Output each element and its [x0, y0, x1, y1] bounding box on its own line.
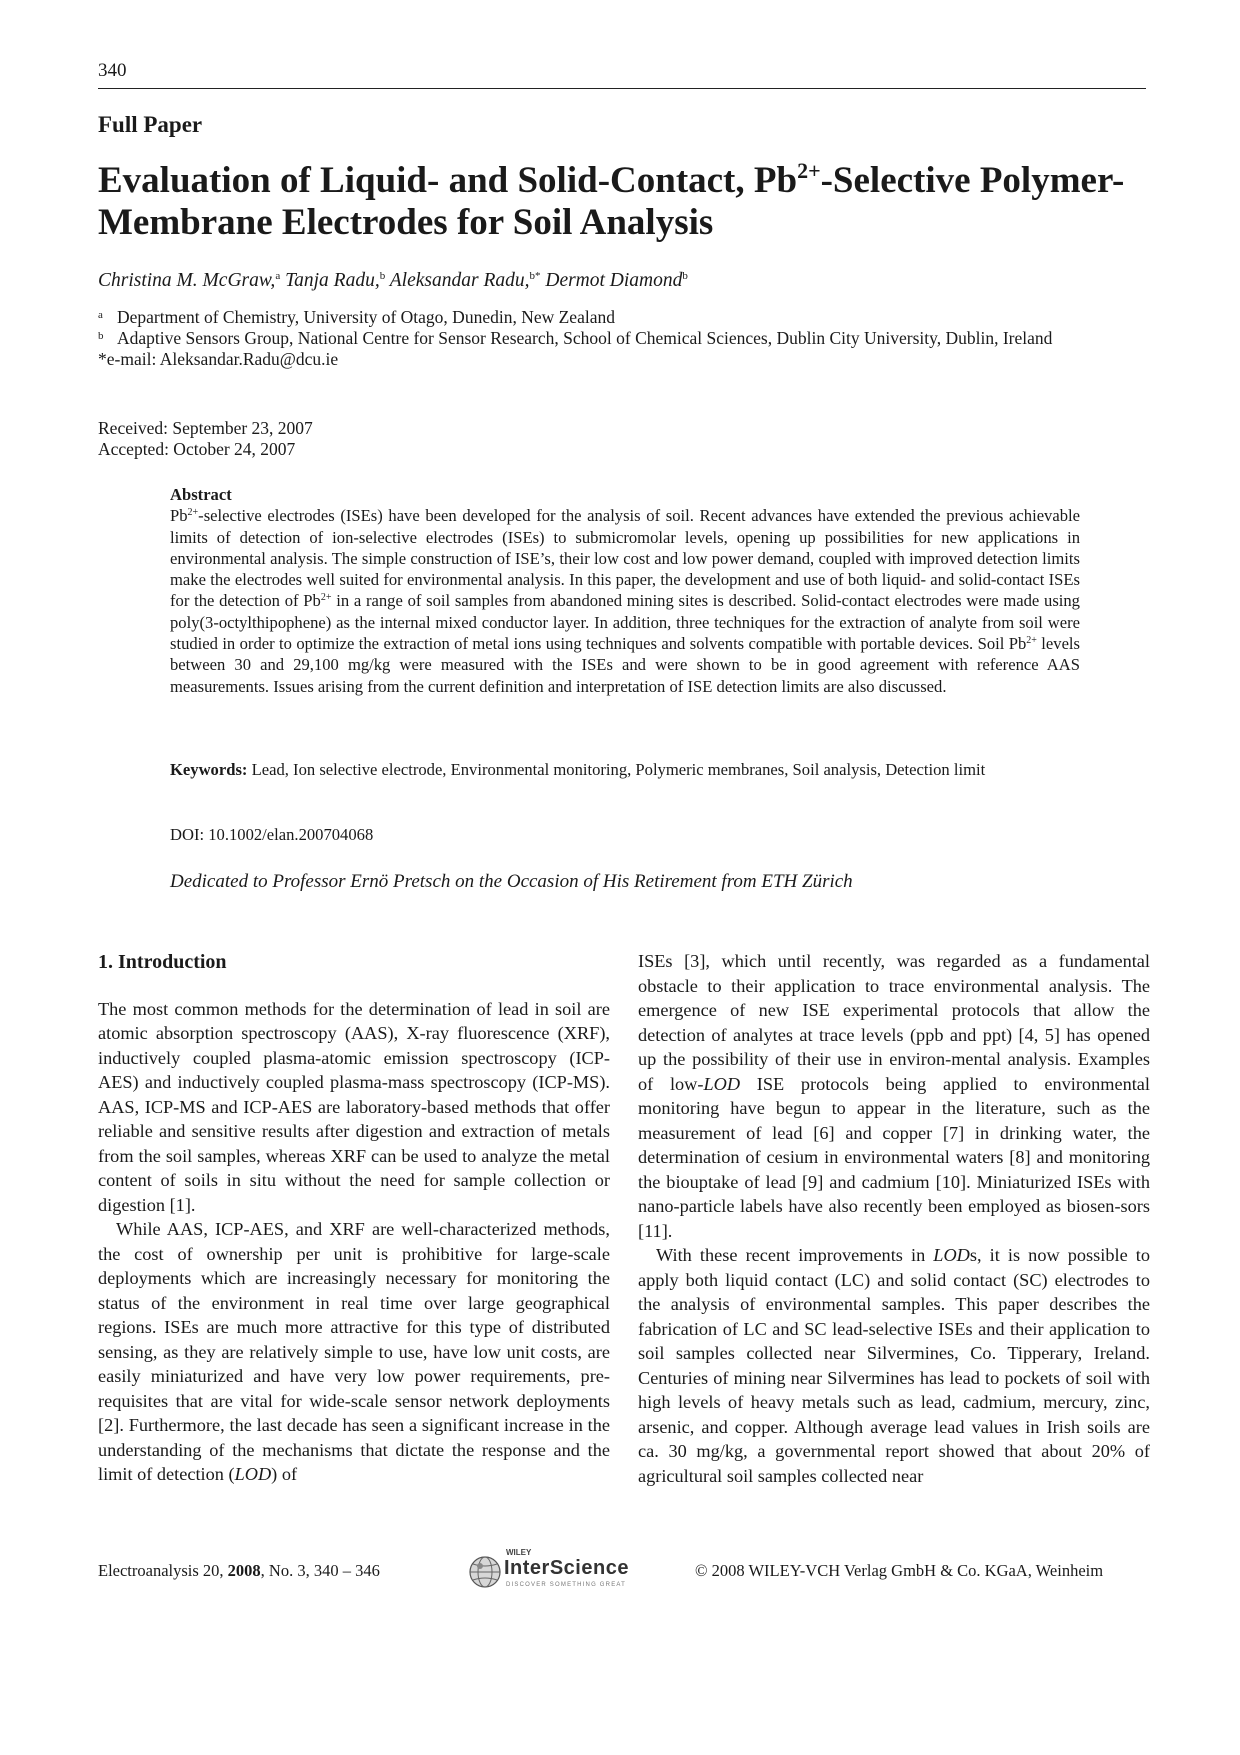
title-superscript: 2+ — [797, 158, 821, 183]
body-text: With these recent improvements in — [656, 1245, 934, 1265]
lod-term: LOD — [933, 1245, 970, 1265]
received-date: Received: September 23, 2007 — [98, 418, 313, 438]
affiliation-text: Adaptive Sensors Group, National Centre for Sensor Research, School of Chemical Sciences, Dublin City University, Dublin, Ireland — [117, 328, 1053, 348]
interscience-logo — [462, 1548, 632, 1594]
abstract-text-2: in a range of soil samples from abandoned mining sites is described. Solid-contact electrodes were made using poly(3-octylthipophene) as the internal mixed conductor layer. In addition, three techniques for the extraction of analyte from soil were studied in order to optimize the extraction of metal ions using techniques and solvents compatible with portable devices. Soil Pb — [170, 591, 1080, 654]
abstract-sup: 2+ — [1026, 635, 1037, 647]
author-list — [98, 270, 688, 292]
abstract-text-1: -selective electrodes (ISEs) have been developed for the analysis of soil. Recent advances have extended the previous achievable limits of detection of ion-selective electrodes (ISEs) to submicromolar levels, opening up possibilities for new applications in environmental analysis. The simple construction of ISE’s, their low cost and low power demand, coupled with improved detection limits make the electrodes well suited for environmental analysis. In this paper, the development and use of both liquid- and solid-contact ISEs for the detection of Pb — [170, 506, 1080, 611]
abstract-pb: Pb — [170, 506, 188, 526]
body-paragraph — [638, 1243, 1150, 1488]
author-name: Aleksandar Radu, — [389, 270, 530, 291]
body-text: While AAS, ICP-AES, and XRF are well-characterized methods, the cost of ownership per unit is prohibitive for large-scale deployments which are increasingly necessary for monitoring the status of the environment in real time over large geographical regions. ISEs are much more attractive for this type of distributed sensing, as they are relatively simple to use, have low unit costs, are easily miniaturized and have very low power requirements, pre-requisites that are vital for wide-scale sensor network deployments [2]. Furthermore, the last decade has seen a significant increase in the understanding of the mechanisms that dictate the response and the limit of detection ( — [98, 1219, 610, 1484]
section-heading: 1. Introduction — [98, 951, 227, 973]
logo-name: InterScience — [504, 1557, 629, 1579]
abstract-text-3: levels between 30 and 29,100 mg/kg were measured with the ISEs and were shown to be in good agreement with reference AAS measurements. Issues arising from the current definition and interpretation of ISE detection limits are also discussed. — [170, 634, 1081, 696]
body-paragraph — [638, 949, 1150, 1243]
page-number: 340 — [98, 60, 127, 81]
body-text: ) of — [271, 1464, 298, 1484]
affiliation-mark: b — [98, 330, 104, 342]
body-paragraph — [98, 1217, 610, 1487]
keywords-label: Keywords: — [170, 760, 248, 779]
journal-citation — [98, 1561, 380, 1581]
title-text-1: Evaluation of Liquid- and Solid-Contact, Pb — [98, 160, 798, 201]
abstract-heading: Abstract — [170, 485, 232, 504]
affiliation-mark: a — [98, 309, 103, 321]
author-mark: b — [682, 270, 688, 282]
keywords-text: Lead, Ion selective electrode, Environmental monitoring, Polymeric membranes, Soil analysis, Detection limit — [247, 760, 986, 779]
body-text: ISEs [3], which until recently, was regarded as a fundamental obstacle to their application to trace environmental analysis. The emergence of new ISE experimental protocols that allow the detection of analytes at trace levels (ppb and ppt) [4, 5] has opened up the possibility of their use in environ-mental analysis. Examples of low- — [638, 951, 1150, 1094]
keywords — [170, 759, 1080, 780]
copyright-notice: © 2008 WILEY-VCH Verlag GmbH & Co. KGaA, Weinheim — [695, 1561, 1104, 1580]
body-text: s, it is now possible to apply both liquid contact (LC) and solid contact (SC) electrodes to the analysis of environmental samples. This paper describes the fabrication of LC and SC lead-selective ISEs and their application to soil samples collected near Silvermines, Co. Tipperary, Ireland. Centuries of mining near Silvermines has lead to pockets of soil with high levels of heavy metals such as lead, cadmium, mercury, zinc, arsenic, and copper. Although average lead values in Irish soils are ca. 30 mg/kg, a governmental report showed that about 20% of agricultural soil samples collected near — [638, 1245, 1150, 1486]
contact-email[interactable]: *e-mail: Aleksandar.Radu@dcu.ie — [98, 349, 339, 369]
abstract — [170, 484, 1080, 697]
abstract-sup: 2+ — [187, 507, 199, 519]
affiliation — [98, 328, 1148, 349]
body-column-right — [638, 949, 1150, 1488]
author-name: Tanja Radu, — [285, 270, 380, 291]
lod-term: LOD — [234, 1464, 272, 1484]
header-rule — [98, 88, 1146, 89]
author-mark: a — [275, 270, 281, 282]
accepted-date: Accepted: October 24, 2007 — [98, 439, 296, 459]
journal-issue: , No. 3, 340 – 346 — [260, 1561, 380, 1580]
affiliation — [98, 307, 1148, 328]
journal-name: Electroanalysis 20, — [98, 1561, 228, 1580]
dedication: Dedicated to Professor Ernö Pretsch on the Occasion of His Retirement from ETH Zürich — [170, 871, 853, 892]
affiliations — [98, 307, 1148, 370]
journal-year: 2008 — [227, 1561, 261, 1580]
body-text: ISE protocols being applied to environmental monitoring have begun to appear in the literature, such as the measurement of lead [6] and copper [7] in drinking water, the determination of cesium in environmental waters [8] and monitoring the biouptake of lead [9] and cadmium [10]. Miniaturized ISEs with nano-particle labels have also recently been employed as biosen-sors [11]. — [638, 1073, 1150, 1241]
body-column-left — [98, 950, 610, 1487]
section-label: Full Paper — [98, 112, 203, 137]
affiliation-text: Department of Chemistry, University of Otago, Dunedin, New Zealand — [117, 307, 615, 327]
author-mark: b — [379, 270, 386, 282]
author-name: Christina M. McGraw, — [98, 270, 276, 291]
logo-tagline: DISCOVER SOMETHING GREAT — [506, 1582, 627, 1588]
body-paragraph: The most common methods for the determination of lead in soil are atomic absorption spectroscopy (AAS), X-ray fluorescence (XRF), inductively coupled plasma-atomic emission spectroscopy (ICP-AES) and inductively coupled plasma-mass spectroscopy (ICP-MS). AAS, ICP-MS and ICP-AES are laboratory-based methods that offer reliable and sensitive results after digestion and extraction of metals from the soil samples, whereas XRF can be used to analyze the metal content of soils in situ without the need for sample collection or digestion [1]. — [98, 998, 610, 1215]
author-mark: b* — [529, 270, 541, 282]
article-title — [98, 160, 1138, 244]
lod-term: LOD — [703, 1073, 741, 1094]
author-name: Dermot Diamond — [545, 270, 683, 291]
article-dates — [98, 418, 313, 460]
title-text-2: -Selective Polymer-Membrane Electrodes for Soil Analysis — [98, 160, 1125, 243]
globe-icon — [468, 1552, 502, 1590]
abstract-sup: 2+ — [320, 592, 332, 604]
abstract-text — [170, 505, 1080, 697]
doi[interactable]: DOI: 10.1002/elan.200704068 — [170, 825, 374, 844]
logo-wiley-text: WILEY — [506, 1548, 532, 1557]
